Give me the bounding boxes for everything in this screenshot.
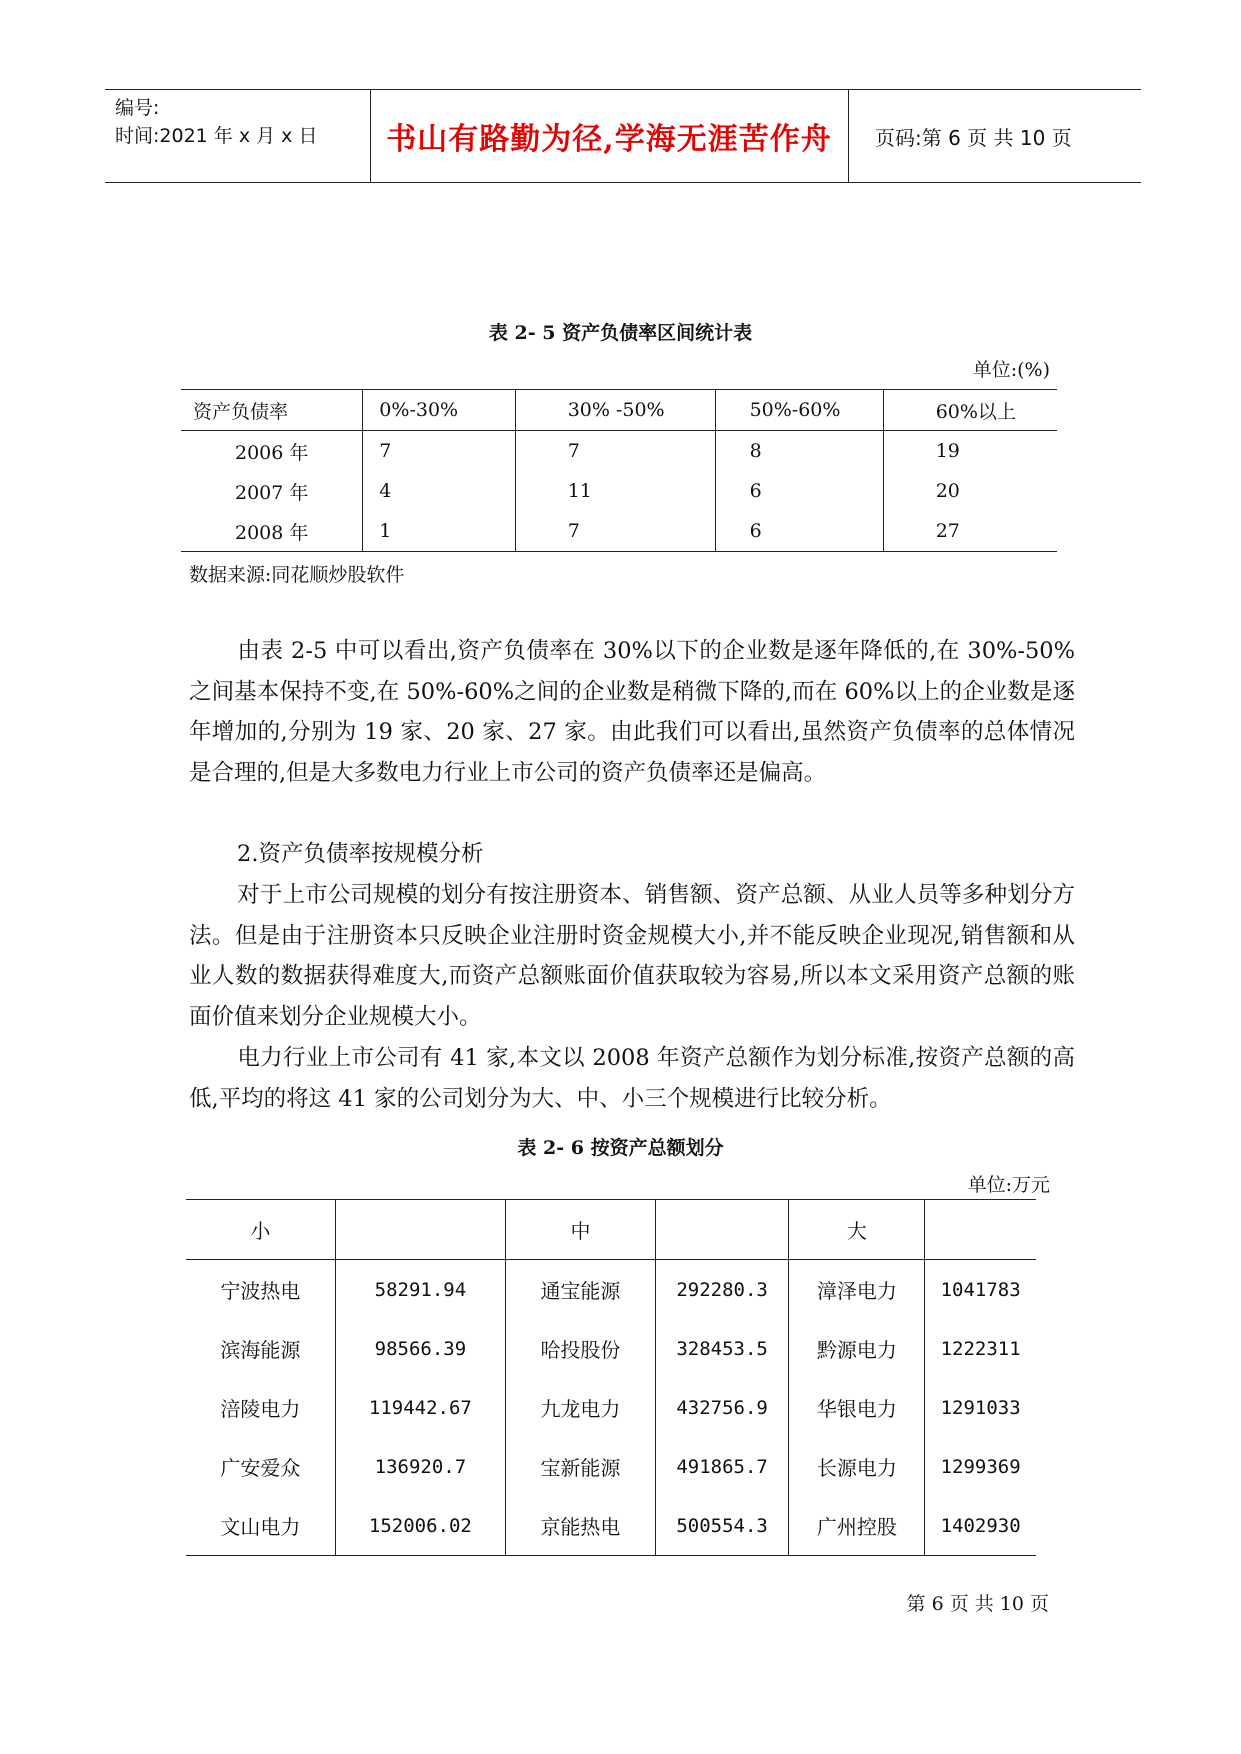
table-row (186, 1378, 1036, 1437)
asset-value: 292280.3 (655, 1260, 789, 1320)
asset-value: 136920.7 (335, 1437, 505, 1496)
company-name: 哈投股份 (506, 1319, 656, 1378)
header-cell: 0%-30% (363, 390, 515, 431)
company-name: 涪陵电力 (220, 1397, 301, 1421)
table-cell: 1 (363, 511, 515, 552)
asset-value: 328453.5 (655, 1319, 789, 1378)
asset-value: 1041783 (925, 1260, 1036, 1320)
company-name: 广州控股 (789, 1496, 925, 1556)
table-cell: 19 (883, 431, 1057, 472)
company-name: 华银电力 (789, 1378, 925, 1437)
header-cell: 资产负债率 (181, 390, 363, 431)
header-cell: 大 (789, 1200, 925, 1260)
company-name: 长源电力 (789, 1437, 925, 1496)
table-row (186, 1260, 1036, 1320)
paragraph-3-text: 电力行业上市公司有 41 家,本文以 2008 年资产总额作为划分标准,按资产总额的高低,平均的将这 41 家的公司划分为大、中、小三个规模进行比较分析。 (189, 1045, 1075, 1112)
table-cell: 8 (715, 431, 883, 472)
table-2-5-source: 数据来源:同花顺炒股软件 (189, 564, 405, 586)
table-2-5-unit: 单位:(%) (972, 359, 1050, 381)
table-cell: 20 (883, 471, 1057, 511)
table-cell: 2006 年 (235, 441, 309, 464)
asset-value: 119442.67 (335, 1378, 505, 1437)
header-motto: 书山有路勤为径,学海无涯苦作舟 (386, 122, 832, 157)
table-cell: 7 (515, 511, 715, 552)
table-2-5 (181, 389, 1057, 552)
table-row (186, 1319, 1036, 1378)
asset-value: 98566.39 (335, 1319, 505, 1378)
document-header (105, 89, 1141, 183)
table-cell: 6 (715, 511, 883, 552)
header-cell (335, 1200, 505, 1260)
header-cell: 30% -50% (515, 390, 715, 431)
table-cell: 4 (363, 471, 515, 511)
company-name: 滨海能源 (220, 1338, 301, 1362)
table-row (181, 471, 1057, 511)
company-name: 广安爱众 (220, 1456, 301, 1480)
page-footer: 第 6 页 共 10 页 (906, 1593, 1049, 1615)
asset-value: 432756.9 (655, 1378, 789, 1437)
section-heading-text: 2.资产负债率按规模分析 (237, 841, 484, 867)
table-row (181, 431, 1057, 472)
table-cell: 7 (515, 431, 715, 472)
company-name: 漳泽电力 (789, 1260, 925, 1320)
header-cell: 60%以上 (883, 390, 1057, 431)
asset-value: 152006.02 (335, 1496, 505, 1556)
company-name: 文山电力 (186, 1496, 335, 1556)
table-header-row (186, 1200, 1036, 1260)
table-row (186, 1437, 1036, 1496)
company-name: 京能热电 (506, 1496, 656, 1556)
paragraph-1 (189, 631, 1075, 793)
table-2-6 (186, 1199, 1036, 1556)
header-cell: 50%-60% (715, 390, 883, 431)
header-cell: 中 (506, 1200, 656, 1260)
header-cell (655, 1200, 789, 1260)
table-2-6-unit: 单位:万元 (967, 1174, 1050, 1196)
paragraph-3 (189, 1038, 1075, 1119)
table-cell: 2008 年 (181, 511, 363, 552)
asset-value: 1291033 (925, 1378, 1036, 1437)
asset-value: 500554.3 (655, 1496, 789, 1556)
company-name: 黔源电力 (789, 1319, 925, 1378)
asset-value: 491865.7 (655, 1437, 789, 1496)
asset-value: 58291.94 (335, 1260, 505, 1320)
company-name: 宝新能源 (506, 1437, 656, 1496)
header-divider (848, 90, 849, 182)
section-heading (189, 834, 1075, 875)
serial-number-label: 编号: (115, 97, 160, 119)
company-name: 宁波热电 (220, 1279, 301, 1303)
table-cell: 27 (883, 511, 1057, 552)
asset-value: 1299369 (925, 1437, 1036, 1496)
table-row (186, 1496, 1036, 1556)
paragraph-2 (189, 875, 1075, 1037)
table-cell: 11 (515, 471, 715, 511)
table-header-row (181, 390, 1057, 431)
header-meta (115, 94, 370, 150)
asset-value: 1402930 (925, 1496, 1036, 1556)
table-cell: 2007 年 (235, 481, 309, 504)
paragraph-1-text: 由表 2-5 中可以看出,资产负债率在 30%以下的企业数是逐年降低的,在 30%-50%之间基本保持不变,在 50%-60%之间的企业数是稍微下降的,而在 60%以上的企业数是逐年增加的,分别为 19 家、20 家、27 家。由此我们可以看出,虽然资产负债率的总体情况是合理的,但是大多数电力行业上市公司的资产负债率还是偏高。 (189, 638, 1075, 786)
table-cell: 7 (363, 431, 515, 472)
table-row (181, 511, 1057, 552)
header-page-code: 页码:第 6 页 共 10 页 (875, 125, 1072, 150)
asset-value: 1222311 (925, 1319, 1036, 1378)
table-2-5-caption: 表 2- 5 资产负债率区间统计表 (488, 322, 753, 344)
table-cell: 6 (715, 471, 883, 511)
paragraph-2-text: 对于上市公司规模的划分有按注册资本、销售额、资产总额、从业人员等多种划分方法。但是由于注册资本只反映企业注册时资金规模大小,并不能反映企业现况,销售额和从业人数的数据获得难度大,而资产总额账面价值获取较为容易,所以本文采用资产总额的账面价值来划分企业规模大小。 (189, 882, 1075, 1030)
table-2-6-caption: 表 2- 6 按资产总额划分 (517, 1137, 724, 1159)
company-name: 通宝能源 (506, 1260, 656, 1320)
time-label: 时间:2021 年 x 月 x 日 (115, 125, 318, 147)
company-name: 九龙电力 (506, 1378, 656, 1437)
header-cell (925, 1200, 1036, 1260)
header-cell: 小 (186, 1200, 335, 1260)
